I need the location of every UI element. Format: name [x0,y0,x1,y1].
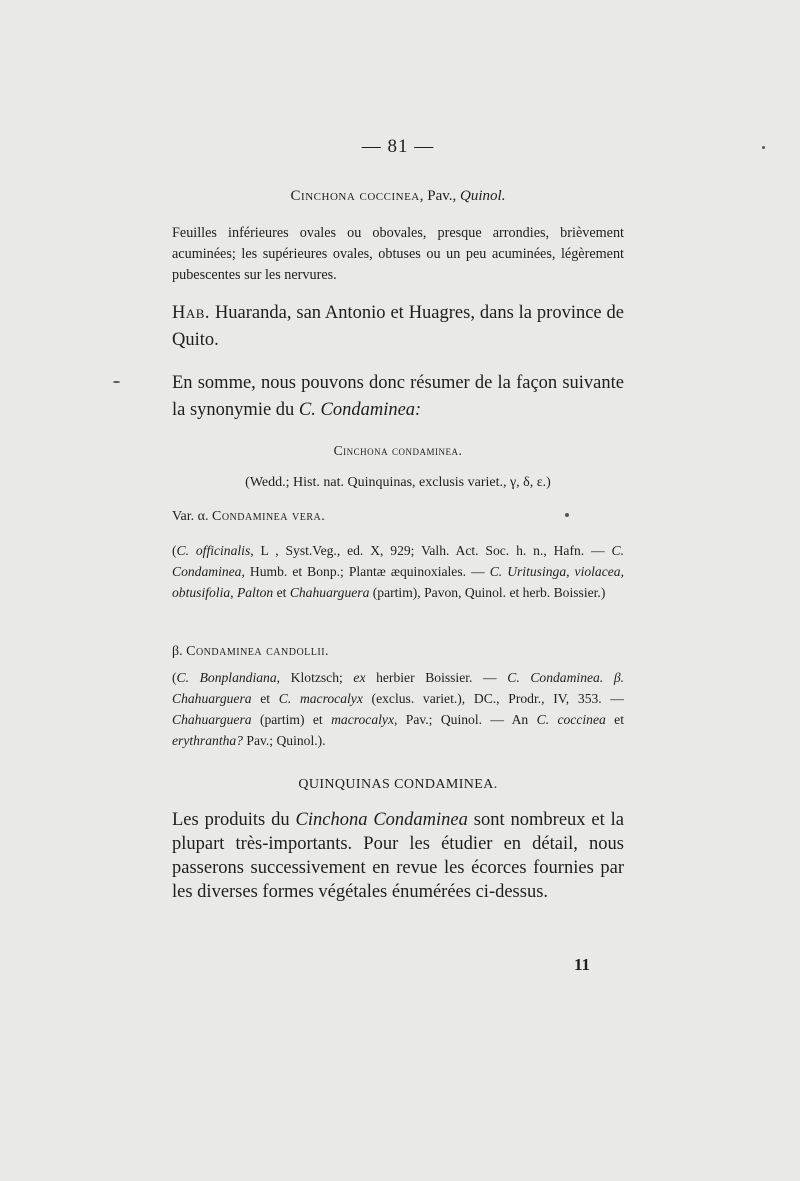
products-paragraph [172,808,624,904]
variety-alpha-prefix: Var. α. [172,509,212,524]
habitat-text: Huaranda, san Antonio et Huagres, dans la province de Quito. [172,303,624,350]
summary-paragraph [172,370,624,424]
taxon-name: C. Condaminea. β. Chahuarguera [172,670,625,706]
page-number: — 81 — [361,136,435,157]
synonymy-heading: Cinchona condaminea. [333,443,463,458]
citation-text: ex [353,670,366,685]
citation-text: (partim) et [251,712,332,727]
citation-text: (exclus. variet.), DC., Prodr., IV, 353. — [362,691,624,706]
taxon-name: C. macrocalyx [278,691,363,706]
species-source: Quinol. [460,188,506,204]
variety-beta [172,644,624,660]
paren: ( [172,543,177,558]
variety-alpha-synonyms [172,540,624,603]
taxon-name: C. Uritusinga, violacea, obtusifolia, Palton [172,564,624,600]
species-name: Cinchona coccinea [290,188,420,204]
variety-beta-name: Condaminea candollii. [186,644,330,659]
ink-speck [565,513,569,517]
summary-text: En somme, nous pouvons donc résumer de la façon suivante la synonymie du [172,373,624,420]
citation-text: (partim), Pavon, Quinol. et herb. Boissier.) [369,585,606,600]
variety-alpha [172,509,624,525]
citation-text: , Humb. et Bonp.; Plantæ æquinoxiales. — [241,564,490,579]
products-text: sont nombreux et la plupart très-importants. Pour les étudier en détail, nous passerons successivement en revue les écorces fournies par les diverses formes végétales énumérées ci-dessus. [172,810,624,902]
citation-text: , Klotzsch; [276,670,354,685]
species-author: , Pav., [419,188,461,204]
ink-speck [762,146,765,149]
section-heading: QUINQUINAS CONDAMINEA. [298,777,498,792]
habitat-label: Hab. [172,303,211,323]
signature-mark: 11 [574,955,591,974]
taxon-name: Cinchona Condaminea [295,810,468,830]
taxon-name: erythrantha? [172,733,243,748]
variety-beta-prefix: β. [172,644,187,659]
citation-text: et [605,712,624,727]
taxon-name: C. coccinea [536,712,606,727]
products-text: Les produits du [172,810,296,830]
taxon-name: Chahuarguera [289,585,370,600]
taxon-name: C. Bonplandiana [176,670,277,685]
ink-speck [113,381,120,383]
citation-text: , Pav.; Quinol. — An [393,712,537,727]
citation-text: et [251,691,279,706]
variety-beta-synonyms [172,667,624,751]
variety-alpha-name: Condaminea vera. [212,509,326,524]
taxon-name: macrocalyx [331,712,394,727]
citation-text: , L , Syst.Veg., ed. X, 929; Valh. Act. Soc. h. n., Hafn. — [250,543,612,558]
citation-text: herbier Boissier. — [365,670,508,685]
summary-species: C. Condaminea: [298,400,422,420]
taxon-name: C. officinalis [176,543,251,558]
synonymy-reference: (Wedd.; Hist. nat. Quinquinas, exclusis variet., γ, δ, ε.) [245,475,551,490]
citation-text: et [273,585,290,600]
taxon-name: Chahuarguera [172,712,252,727]
taxon-name: C. Condaminea [172,543,624,579]
citation-text: Pav.; Quinol.). [242,733,326,748]
paren: ( [172,670,177,685]
description-paragraph: Feuilles inférieures ovales ou obovales, presque arrondies, brièvement acuminées; les supérieures ovales, obtuses ou un peu acuminées, légèrement pubescentes sur les nervures. [172,225,624,283]
species-heading [172,188,624,205]
habitat-paragraph [172,300,624,354]
